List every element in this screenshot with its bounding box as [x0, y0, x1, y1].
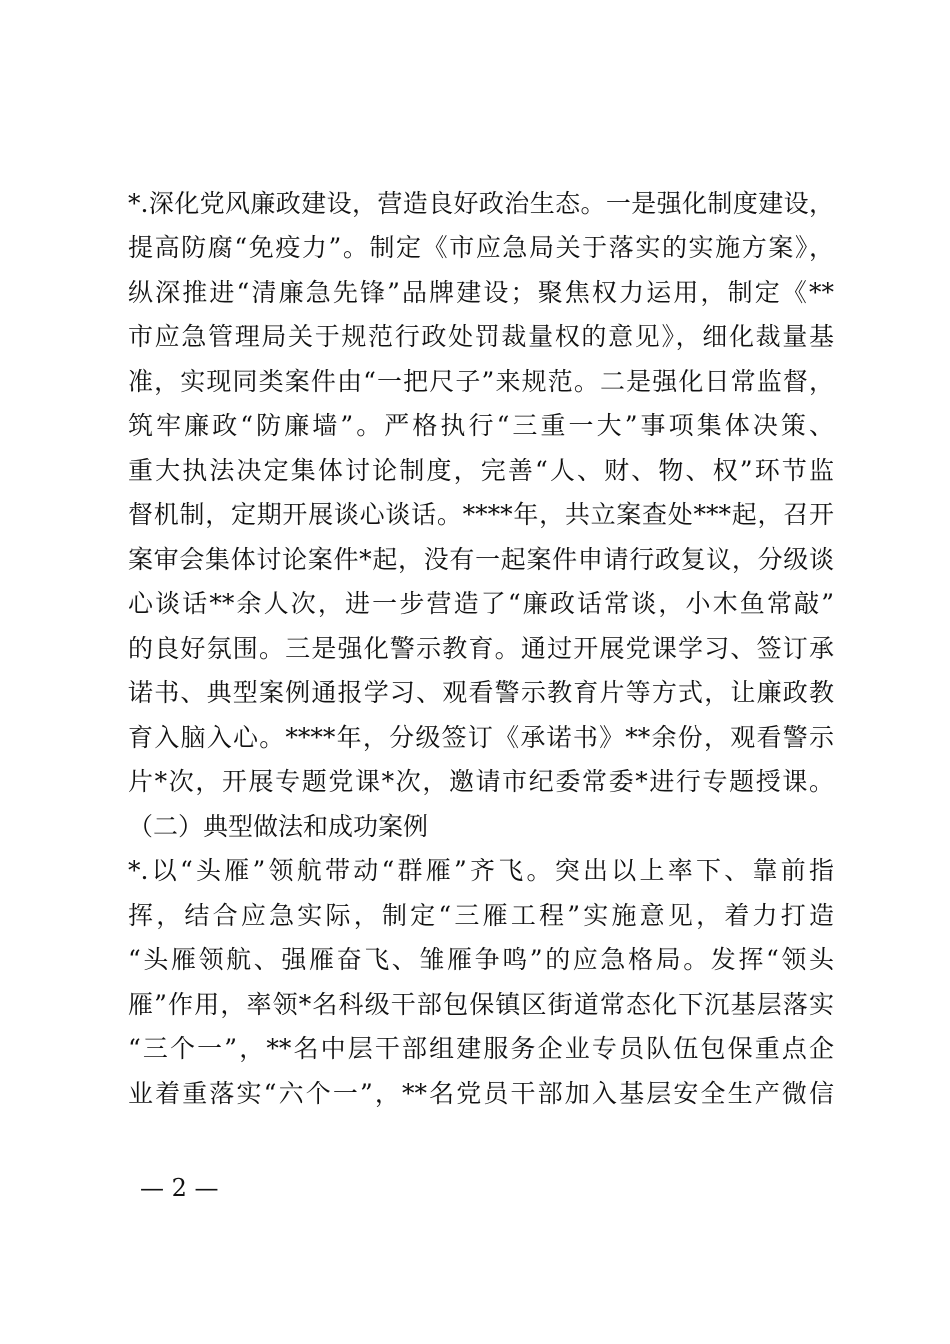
paragraph-line-12: 诺书、典型案例通报学习、观看警示教育片等方式，让廉政教: [128, 678, 834, 707]
paragraph-line-10: 心谈话**余人次，进一步营造了“廉政话常谈，小木鱼常敲”: [128, 589, 834, 618]
paragraph-line-18: 雁”作用，率领*名科级干部包保镇区街道常态化下沉基层落实: [128, 990, 834, 1019]
paragraph-line-8: 督机制，定期开展谈心谈话。****年，共立案查处***起，召开: [128, 500, 834, 529]
paragraph-line-17: “头雁领航、强雁奋飞、雏雁争鸣”的应急格局。发挥“领头: [128, 945, 834, 974]
paragraph-line-13: 育入脑入心。****年，分级签订《承诺书》**余份，观看警示: [128, 723, 834, 752]
paragraph-line-9: 案审会集体讨论案件*起，没有一起案件申请行政复议，分级谈: [128, 545, 834, 574]
paragraph-line-19: “三个一”，**名中层干部组建服务企业专员队伍包保重点企: [128, 1034, 834, 1063]
paragraph-line-6: 筑牢廉政“防廉墙”。严格执行“三重一大”事项集体决策、: [128, 411, 834, 440]
paragraph-line-4: 市应急管理局关于规范行政处罚裁量权的意见》，细化裁量基: [128, 322, 834, 351]
paragraph-line-16: 挥，结合应急实际，制定“三雁工程”实施意见，着力打造: [128, 901, 834, 930]
paragraph-line-5: 准，实现同类案件由“一把尺子”来规范。二是强化日常监督，: [128, 367, 834, 396]
paragraph-line-14: 片*次，开展专题党课*次，邀请市纪委常委*进行专题授课。: [128, 767, 834, 796]
page-number: — 2 —: [140, 1174, 219, 1202]
paragraph-line-2: 提高防腐“免疫力”。制定《市应急局关于落实的实施方案》，: [128, 233, 834, 262]
paragraph-line-15: *.以“头雁”领航带动“群雁”齐飞。突出以上率下、靠前指: [128, 856, 834, 885]
paragraph-line-7: 重大执法决定集体讨论制度，完善“人、财、物、权”环节监: [128, 456, 834, 485]
paragraph-line-1: *.深化党风廉政建设，营造良好政治生态。一是强化制度建设，: [128, 189, 834, 218]
paragraph-line-11: 的良好氛围。三是强化警示教育。通过开展党课学习、签订承: [128, 634, 834, 663]
paragraph-line-3: 纵深推进“清廉急先锋”品牌建设；聚焦权力运用，制定《**: [128, 278, 834, 307]
section-heading: （二）典型做法和成功案例: [128, 812, 429, 841]
paragraph-line-20: 业着重落实“六个一”，**名党员干部加入基层安全生产微信: [128, 1079, 834, 1108]
